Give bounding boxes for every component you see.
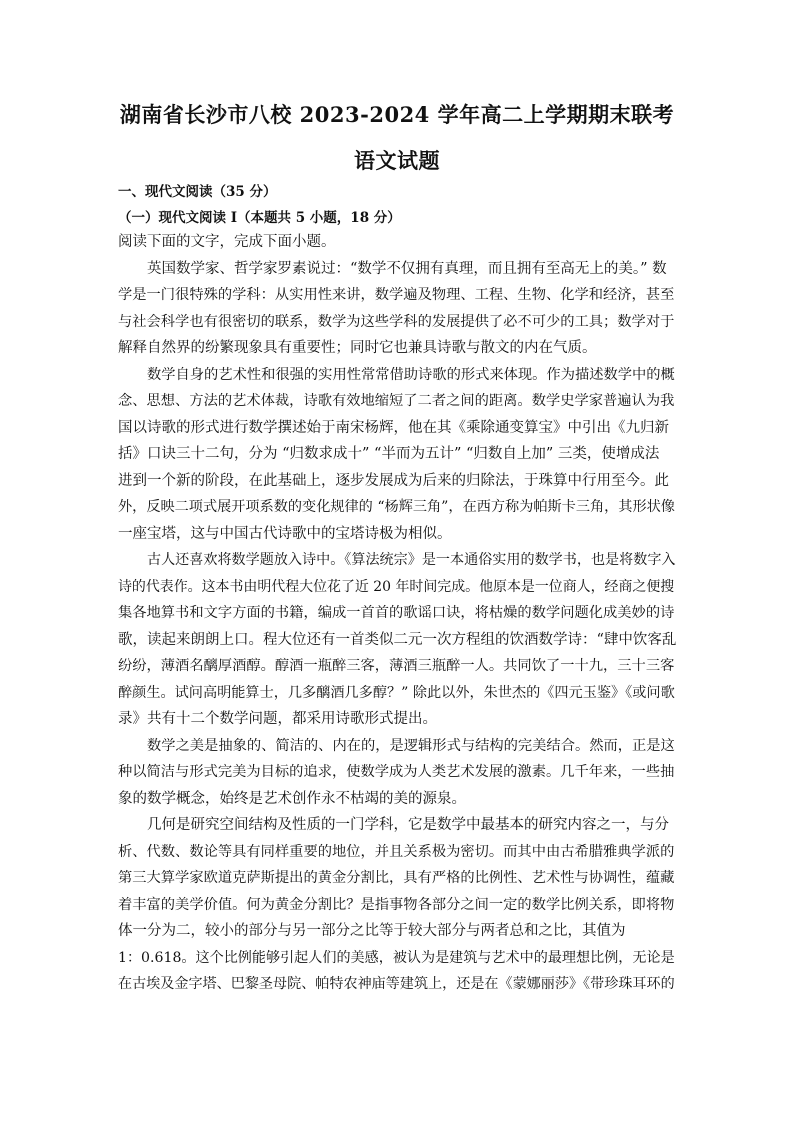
passage-line: 外，反映二项式展开项系数的变化规律的 “杨辉三角”，在西方称为帕斯卡三角，其形状像 (118, 499, 675, 515)
passage-line: 醉颜生。试问高明能算士，几多醨酒几多醇？” 除此以外，朱世杰的《四元玉鉴》《或问歌 (118, 684, 675, 701)
passage-line: 1：0.618。这个比例能够引起人们的美感，被认为是建筑与艺术中的最理想比例，无论是 (118, 949, 675, 966)
passage-line: 与社会科学也有很密切的联系，数学为这些学科的发展提供了必不可少的工具；数学对于 (118, 313, 675, 330)
passage-line: 阅读下面的文字，完成下面小题。 (118, 234, 336, 250)
passage-line: 学是一门很特殊的学科：从实用性来讲，数学遍及物理、工程、生物、化学和经济，甚至 (118, 287, 675, 303)
document-subtitle: 语文试题 (354, 148, 440, 173)
passage-line: 体一分为二，较小的部分与另一部分之比等于较大部分与两者总和之比，其值为 (118, 923, 626, 939)
passage-line: 进到一个新的阶段，在此基础上，逐步发展成为后来的归除法，于珠算中行用至今。此 (118, 472, 669, 489)
section-heading: 一、现代文阅读（35 分） (118, 184, 277, 200)
passage-line: 象的数学概念，始终是艺术创作永不枯竭的美的源泉。 (118, 790, 466, 807)
passage-line: 数学之美是抽象的、简洁的、内在的，是逻辑形式与结构的完美结合。然而，正是这 (147, 737, 675, 754)
passage-line: 纷纷，薄酒名醨厚酒醇。醇酒一瓶醉三客，薄酒三瓶醉一人。共同饮了一十九，三十三客 (118, 658, 675, 674)
subsection-heading: （一）现代文阅读 I（本题共 5 小题，18 分） (118, 210, 401, 226)
passage-line: 析、代数、数论等具有同样重要的地位，并且关系极为密切。而其中由古希腊雅典学派的 (118, 843, 675, 860)
passage-line: 集各地算书和文字方面的书籍，编成一首首的歌谣口诀，将枯燥的数学问题化成美妙的诗 (118, 605, 675, 621)
passage-line: 解释自然界的纷繁现象具有重要性；同时它也兼具诗歌与散文的内在气质。 (118, 340, 597, 356)
passage-line: 在古埃及金字塔、巴黎圣母院、帕特农神庙等建筑上，还是在《蒙娜丽莎》《带珍珠耳环的 (118, 976, 675, 992)
passage-line: 括》口诀三十二句，分为 “归数求成十” “半而为五计” “归数自上加” 三类，使增成法 (118, 446, 660, 462)
passage-line: 数学自身的艺术性和很强的实用性常常借助诗歌的形式来体现。作为描述数学中的概 (147, 366, 675, 383)
passage-line: 着丰富的美学价值。何为黄金分割比？是指事物各部分之间一定的数学比例关系，即将物 (118, 896, 675, 913)
passage-line: 几何是研究空间结构及性质的一门学科，它是数学中最基本的研究内容之一，与分 (147, 817, 669, 833)
passage-line: 英国数学家、哲学家罗素说过：“数学不仅拥有真理，而且拥有至高无上的美。” 数 (147, 260, 667, 277)
passage-line: 念、思想、方法的艺术体裁，诗歌有效地缩短了二者之间的距离。数学史学家普遍认为我 (118, 393, 675, 409)
passage-line: 一座宝塔，这与中国古代诗歌中的宝塔诗极为相似。 (118, 525, 452, 542)
passage-line: 国以诗歌的形式进行数学撰述始于南宋杨辉，他在其《乘除通变算宝》中引出《九归新 (118, 419, 669, 436)
document-title: 湖南省长沙市八校 2023-2024 学年高二上学期期末联考 (119, 102, 675, 127)
passage-line: 古人还喜欢将数学题放入诗中。《算法统宗》是一本通俗实用的数学书，也是将数字入 (147, 552, 676, 568)
passage-line: 录》共有十二个数学问题，都采用诗歌形式提出。 (118, 711, 437, 727)
passage-line: 第三大算学家欧道克萨斯提出的黄金分割比，具有严格的比例性、艺术性与协调性，蕴藏 (118, 870, 675, 886)
passage-line: 种以简洁与形式完美为目标的追求，使数学成为人类艺术发展的激素。几千年来，一些抽 (118, 764, 675, 780)
passage-body (118, 229, 678, 998)
passage-line: 诗的代表作。这本书由明代程大位花了近 20 年时间完成。他原本是一位商人，经商之便搜 (118, 578, 675, 595)
passage-line: 歌，读起来朗朗上口。程大位还有一首类似二元一次方程组的饮酒数学诗：“肆中饮客乱 (118, 631, 677, 648)
